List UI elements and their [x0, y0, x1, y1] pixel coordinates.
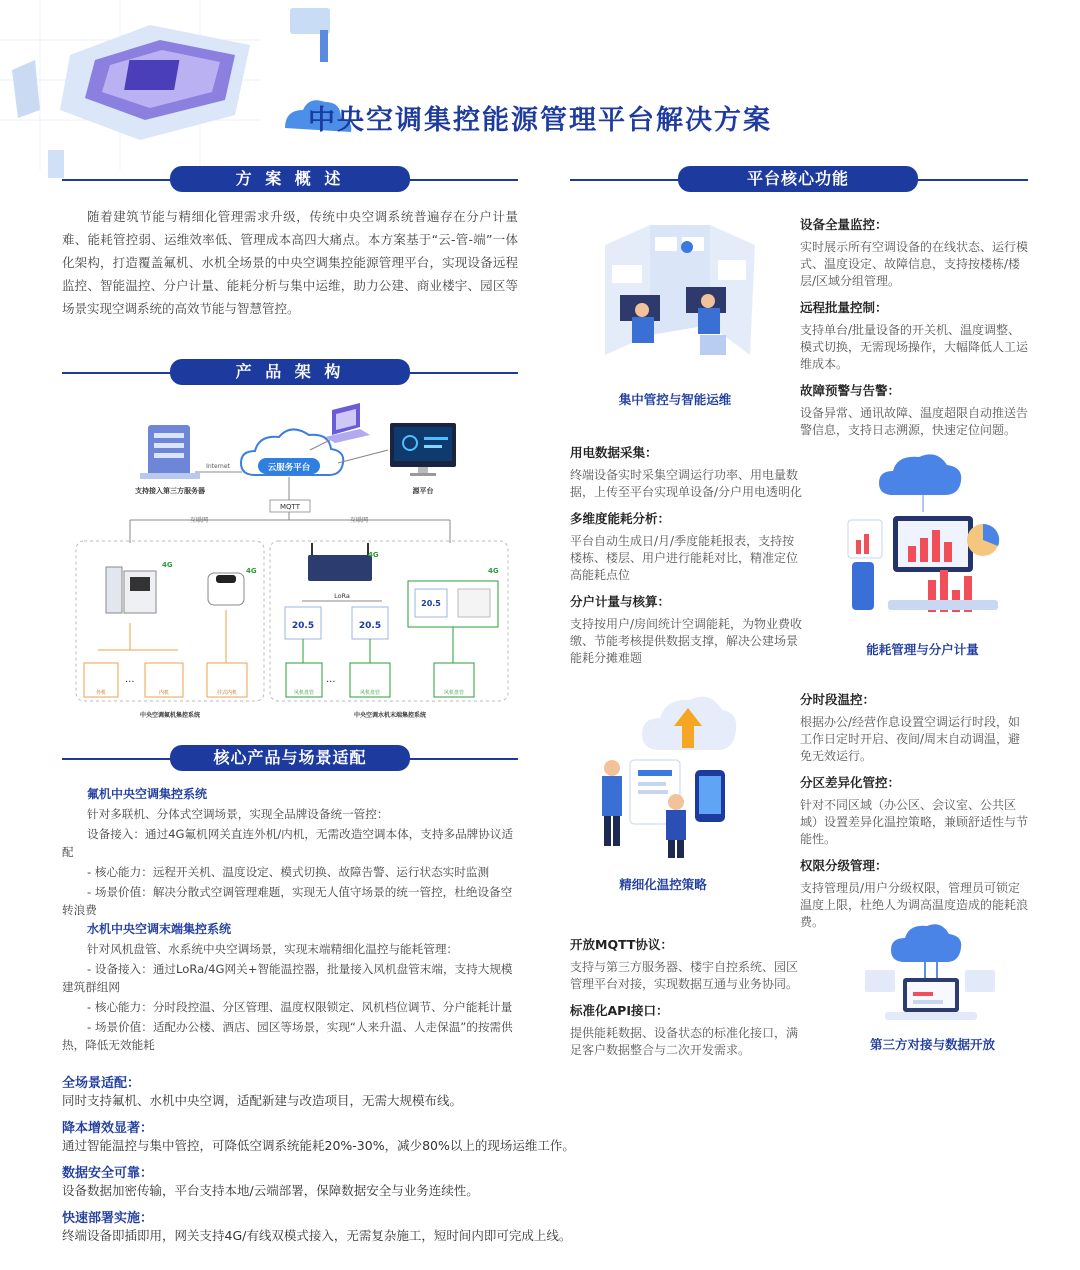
thermostat-value: 20.5 [421, 599, 441, 608]
third-party-label: 支持接入第三方服务器 [135, 487, 205, 495]
overview-text: 随着建筑节能与精细化管理需求升级，传统中央空调系统普遍存在分户计量难、能耗管控弱、运维效率低、管理成本高四大痛点。本方案基于“云-管-端”一体化架构，打造覆盖氟机、水机全场景的中央空调集控能源管理平台，实现设备远程监控、智能温控、分户计量、能耗分析与集中运维，助力公建、商业楼宇、园区等场景实现空调系统的高效节能与智慧管控。 [62, 209, 518, 316]
product-line: - 场景价值：适配办公楼、酒店、园区等场景，实现“人来升温、人走保温”的按需供热，降低无效能耗 [62, 1020, 513, 1052]
function-text: 针对不同区域（办公区、会议室、公共区域）设置差异化温控策略，兼顾舒适性与节能性。 [800, 798, 1029, 846]
lora-label: LoRa [334, 592, 350, 600]
indoor-unit-label: 内机 [158, 690, 170, 696]
function-title: 分区差异化管控： [800, 775, 901, 790]
temperature-strategy-illustration [590, 690, 760, 865]
function-title: 远程批量控制： [800, 300, 888, 315]
internet-label: Internet [206, 463, 230, 470]
advantage-text: 设备数据加密传输，平台支持本地/云端部署，保障数据安全与业务连续性。 [62, 1183, 479, 1198]
svg-text:···: ··· [125, 677, 135, 688]
product-intro: 针对多联机、分体式空调场景，实现全品牌设备统一管控： [87, 807, 389, 821]
function-title: 开放MQTT协议： [570, 937, 673, 952]
open-data-illustration [855, 920, 1005, 1025]
product-block [62, 920, 522, 1054]
figure-caption: 能耗管理与分户计量 [866, 642, 979, 657]
function-title: 多维度能耗分析： [570, 511, 671, 526]
advantage-text: 终端设备即插即用，网关支持4G/有线双模式接入，无需复杂施工，短时间内即可完成上线。 [62, 1228, 572, 1243]
thermostat-value: 20.5 [291, 621, 315, 631]
function-text: 支持与第三方服务器、楼宇自控系统、园区管理平台对接，实现数据互通与业务协同。 [570, 960, 799, 991]
thermostat-value: 20.5 [358, 621, 382, 631]
figure-caption: 集中管控与智能运维 [618, 392, 732, 407]
split-unit-label: 挂式内机 [216, 690, 238, 696]
function-text: 支持管理员/用户分级权限，管理员可锁定温度上限，杜绝人为调高温度造成的能耗浪费。 [800, 881, 1029, 929]
function-text: 实时展示所有空调设备的在线状态、运行模式、温度设定、故障信息，支持按楼栋/楼层/区域分组管理。 [800, 240, 1029, 288]
signal-4g-label: 4G [246, 567, 257, 575]
figure-caption: 第三方对接与数据开放 [869, 1037, 995, 1052]
product-line: - 核心能力：远程开关机、温度设定、模式切换、故障告警、运行状态实时监测 [87, 865, 490, 879]
energy-illustration [838, 450, 1008, 625]
monitoring-illustration [590, 215, 770, 380]
fcu-label: 风机盘管 [443, 690, 465, 696]
signal-4g-label: 4G [488, 567, 499, 575]
cloud-label: 云服务平台 [267, 463, 311, 473]
advantage-title: 快速部署实施： [62, 1211, 154, 1226]
net-right-label: 互联网 [350, 517, 369, 524]
function-group [800, 215, 1030, 447]
product-line: - 场景价值：解决分散式空调管理难题，实现无人值守场景的统一管控，杜绝设备空转浪费 [62, 885, 513, 917]
advantages [62, 1072, 1022, 1252]
function-group [570, 443, 805, 675]
products-heading: 核心产品与场景适配 [170, 745, 410, 771]
laptop-icon [325, 403, 370, 443]
outdoor-unit-label: 外机 [95, 690, 107, 696]
smart-plug-icon [208, 573, 244, 605]
third-party-server-icon [140, 425, 200, 479]
figure-caption: 精细化温控策略 [619, 877, 707, 892]
overview-heading: 方 案 概 述 [170, 166, 410, 192]
function-text: 终端设备实时采集空调运行功率、用电量数据，上传至平台实现单设备/分户用电透明化 [570, 468, 803, 499]
product-intro: 针对风机盘管、水系统中央空调场景，实现末端精细化温控与能耗管理： [87, 942, 459, 956]
advantage-text: 同时支持氟机、水机中央空调，适配新建与改造项目，无需大规模布线。 [62, 1093, 463, 1108]
function-title: 故障预警与告警： [800, 383, 901, 398]
fluorine-gateway-icon [106, 567, 156, 613]
monitor-icon [390, 423, 456, 476]
svg-text:···: ··· [326, 677, 336, 688]
product-name: 氟机中央空调集控系统 [87, 787, 208, 801]
advantage-item [62, 1072, 1022, 1109]
fcu-label: 风机盘管 [293, 690, 315, 696]
function-title: 用电数据采集： [570, 445, 658, 460]
net-left-label: 互联网 [190, 517, 209, 524]
product-name: 水机中央空调末端集控系统 [87, 922, 232, 936]
function-text: 支持按用户/房间统计空调能耗，为物业费收缴、节能考核提供数据支撑，解决公建场景能耗分摊难题 [570, 617, 803, 665]
function-text: 设备异常、通讯故障、温度超限自动推送告警信息，支持日志溯源，快速定位问题。 [800, 406, 1029, 437]
product-block [62, 785, 522, 919]
function-text: 平台自动生成日/月/季度能耗报表，支持按楼栋、楼层、用户进行能耗对比，精准定位高能耗点位 [570, 534, 799, 582]
header-illustration [0, 0, 380, 190]
function-text: 提供能耗数据、设备状态的标准化接口，满足客户数据整合与二次开发需求。 [570, 1026, 799, 1057]
product-line: 设备接入：通过4G氟机网关直连外机/内机，无需改造空调本体，支持多品牌协议适配 [62, 827, 514, 859]
advantage-item [62, 1162, 1022, 1199]
architecture-heading: 产 品 架 构 [170, 359, 410, 385]
system-right-label: 中央空调水机末端集控系统 [353, 712, 427, 719]
advantage-title: 数据安全可靠： [62, 1166, 154, 1181]
page-title: 中央空调集控能源管理平台解决方案 [308, 105, 772, 136]
function-group [800, 690, 1030, 939]
signal-4g-label: 4G [368, 551, 379, 559]
lora-gateway-icon [308, 543, 372, 581]
signal-4g-label: 4G [162, 561, 173, 569]
functions-heading: 平台核心功能 [678, 166, 918, 192]
product-line: - 设备接入：通过LoRa/4G网关+智能温控器，批量接入风机盘管末端，支持大规模建筑群组网 [62, 962, 513, 994]
function-title: 分时段温控： [800, 692, 876, 707]
fcu-label: 风机盘管 [359, 690, 381, 696]
advantage-item [62, 1117, 1022, 1154]
function-title: 设备全量监控： [800, 217, 888, 232]
mqtt-label: MQTT [280, 503, 300, 511]
function-group [570, 935, 805, 1067]
advantage-item [62, 1207, 1022, 1244]
function-text: 支持单台/批量设备的开关机、温度调整、模式切换，无需现场操作，大幅降低人工运维成本。 [800, 323, 1029, 371]
function-title: 权限分级管理： [800, 858, 888, 873]
function-title: 分户计量与核算： [570, 594, 671, 609]
function-text: 根据办公/经营作息设置空调运行时段，如工作日定时开启、夜间/周末自动调温，避免无效运行。 [800, 715, 1021, 763]
product-line: - 核心能力：分时段控温、分区管理、温度权限锁定、风机档位调节、分户能耗计量 [87, 1000, 513, 1014]
architecture-diagram [70, 395, 515, 725]
platform-label: 源平台 [412, 487, 434, 495]
advantage-title: 全场景适配： [62, 1076, 141, 1091]
function-title: 标准化API接口： [570, 1003, 669, 1018]
system-left-label: 中央空调氟机集控系统 [139, 712, 201, 719]
advantage-text: 通过智能温控与集中管控，可降低空调系统能耗20%-30%，减少80%以上的现场运维工作。 [62, 1138, 575, 1153]
advantage-title: 降本增效显著： [62, 1121, 154, 1136]
